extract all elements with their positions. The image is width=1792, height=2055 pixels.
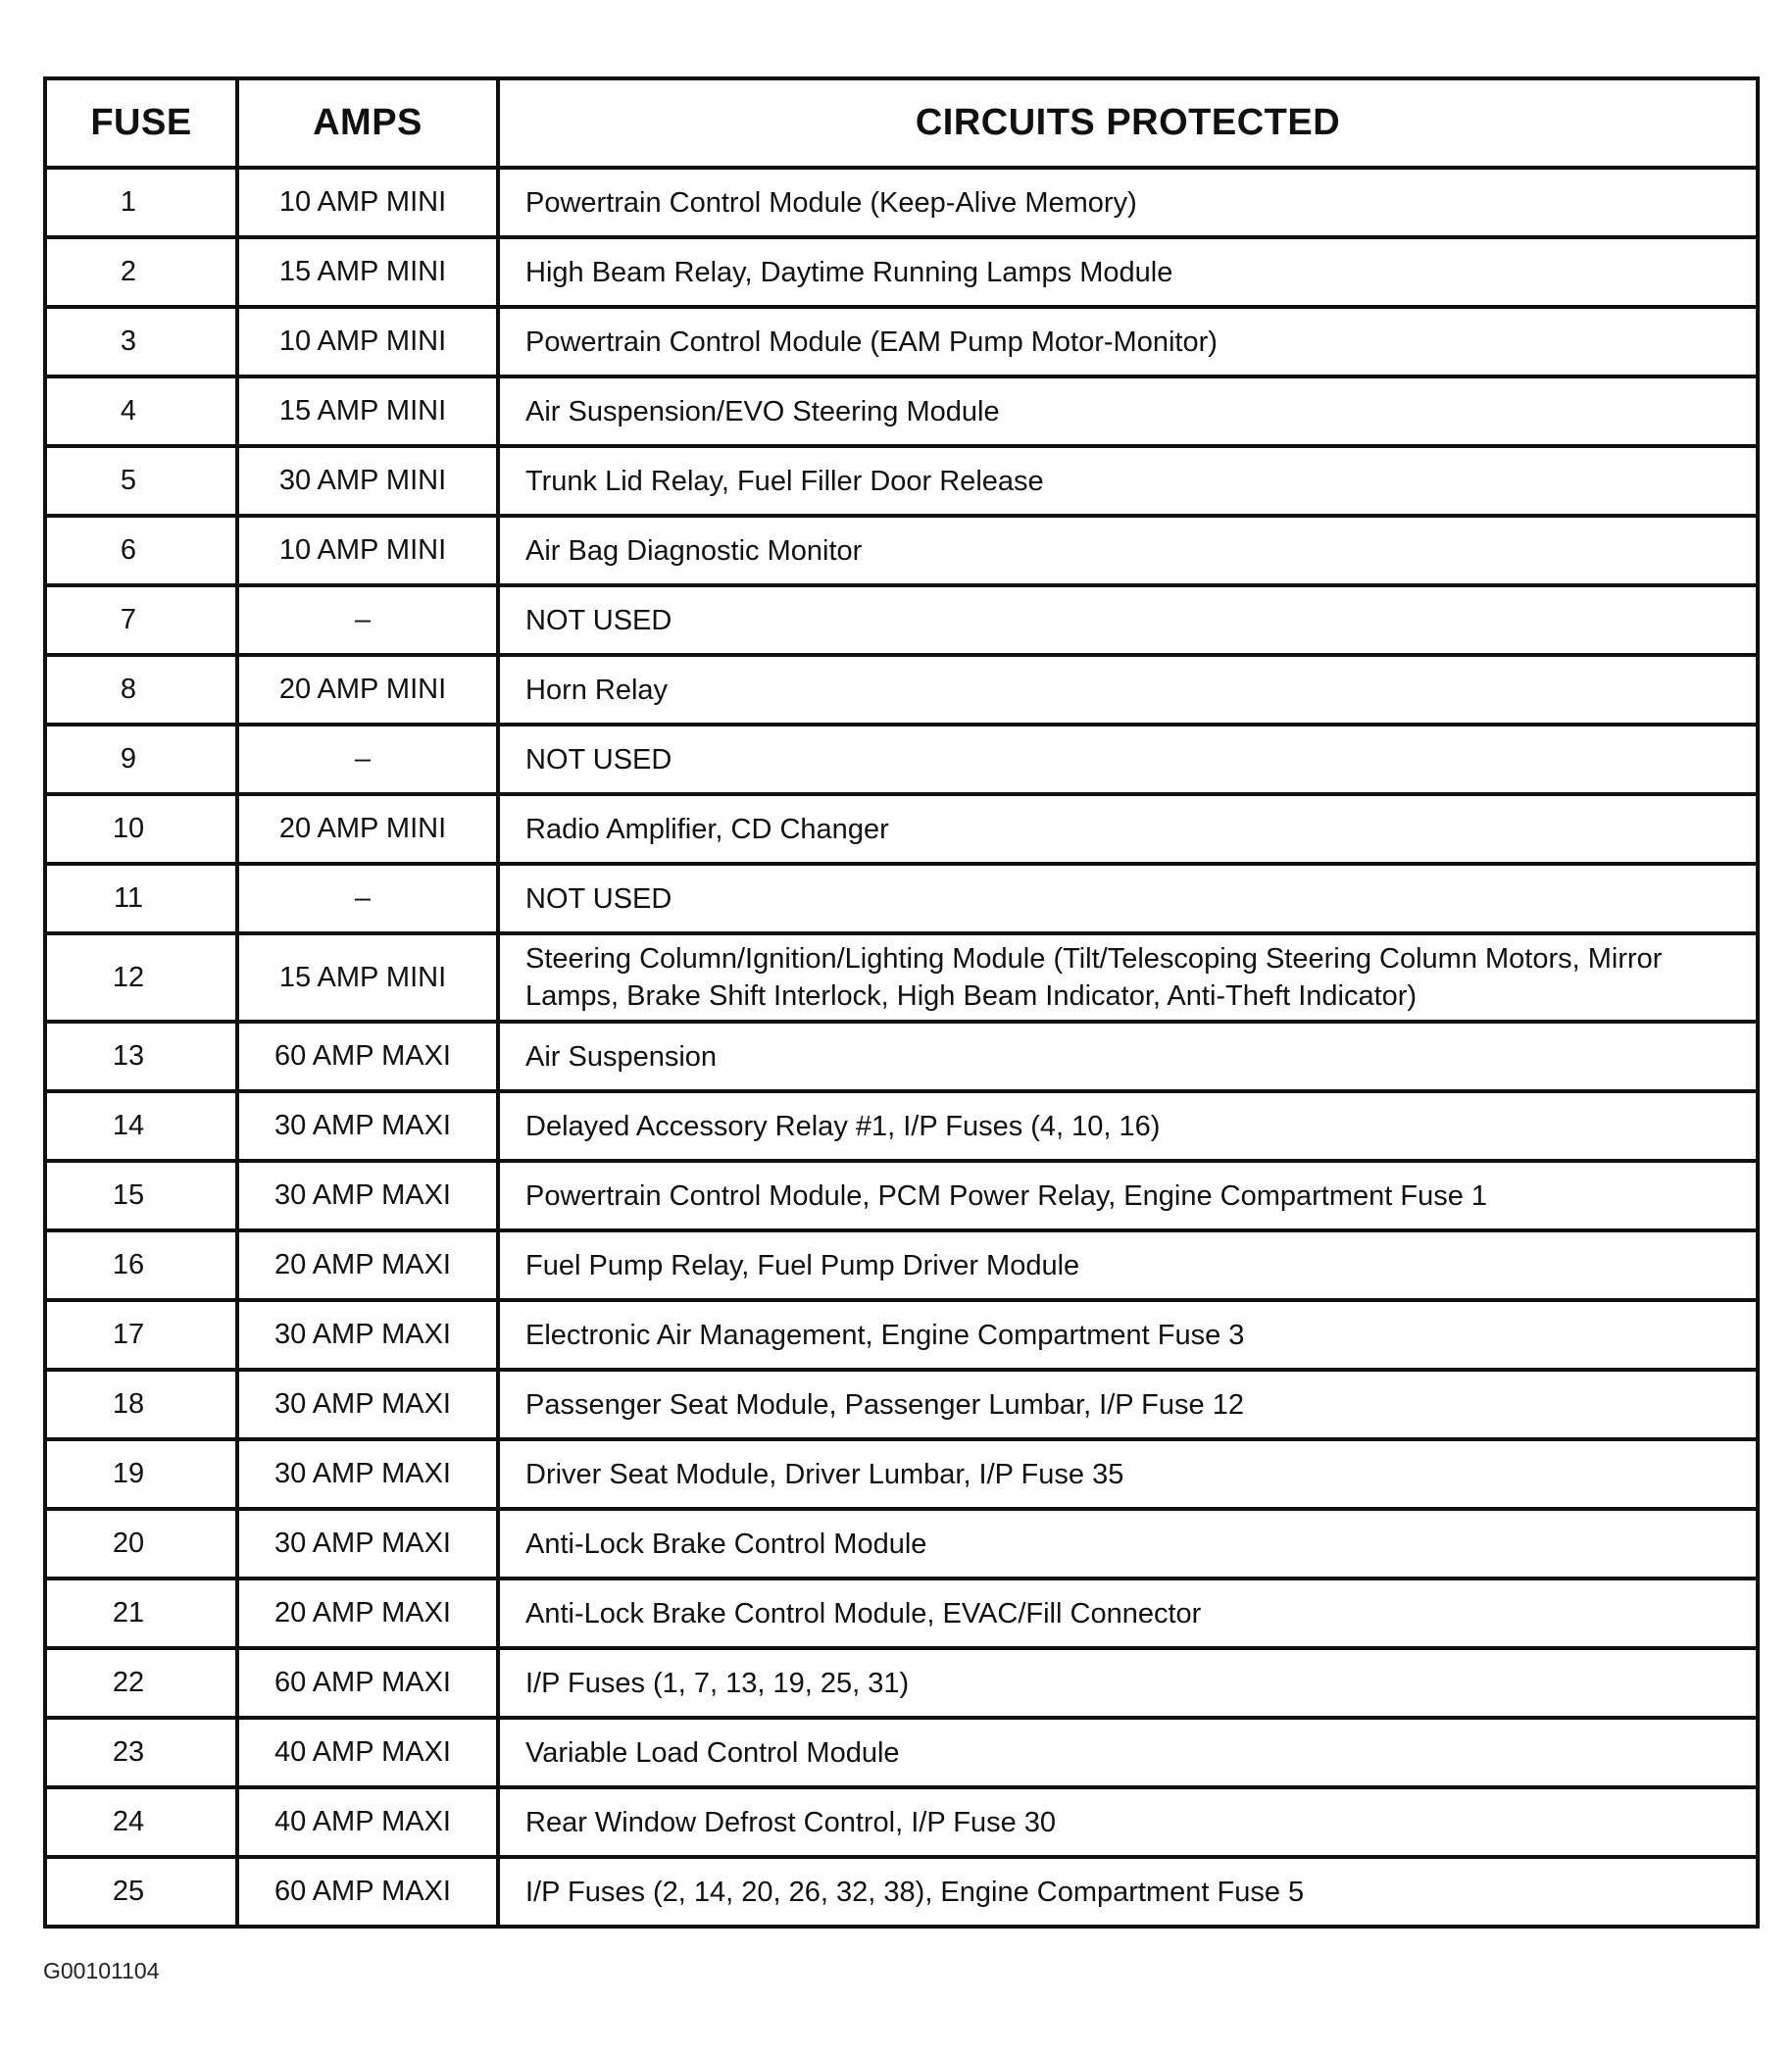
circuits-protected-cell: NOT USED bbox=[498, 725, 1758, 794]
amps-cell: 20 AMP MAXI bbox=[237, 1579, 498, 1648]
table-row bbox=[45, 307, 1758, 376]
table-body bbox=[45, 168, 1758, 1927]
fuse-number-cell: 10 bbox=[45, 794, 237, 864]
amps-cell: 60 AMP MAXI bbox=[237, 1648, 498, 1718]
circuits-protected-cell: Rear Window Defrost Control, I/P Fuse 30 bbox=[498, 1787, 1758, 1857]
table-row bbox=[45, 376, 1758, 446]
fuse-number-cell: 1 bbox=[45, 168, 237, 237]
table-row bbox=[45, 168, 1758, 237]
table-row bbox=[45, 725, 1758, 794]
amps-cell: 40 AMP MAXI bbox=[237, 1787, 498, 1857]
table-row bbox=[45, 585, 1758, 655]
fuse-number-cell: 9 bbox=[45, 725, 237, 794]
amps-cell: 30 AMP MAXI bbox=[237, 1370, 498, 1439]
circuits-protected-cell: Powertrain Control Module, PCM Power Relay, Engine Compartment Fuse 1 bbox=[498, 1161, 1758, 1230]
table-row bbox=[45, 1718, 1758, 1787]
fuse-number-cell: 5 bbox=[45, 446, 237, 516]
fuse-number-cell: 3 bbox=[45, 307, 237, 376]
table-row bbox=[45, 1091, 1758, 1161]
fuse-number-cell: 22 bbox=[45, 1648, 237, 1718]
fuse-table bbox=[43, 76, 1760, 1929]
amps-cell: – bbox=[237, 864, 498, 933]
circuits-protected-cell: Air Suspension/EVO Steering Module bbox=[498, 376, 1758, 446]
circuits-protected-cell: Anti-Lock Brake Control Module, EVAC/Fill Connector bbox=[498, 1579, 1758, 1648]
circuits-protected-cell: I/P Fuses (1, 7, 13, 19, 25, 31) bbox=[498, 1648, 1758, 1718]
amps-cell: 30 AMP MINI bbox=[237, 446, 498, 516]
amps-cell: 30 AMP MAXI bbox=[237, 1439, 498, 1509]
amps-cell: 30 AMP MAXI bbox=[237, 1509, 498, 1579]
amps-cell: 40 AMP MAXI bbox=[237, 1718, 498, 1787]
amps-cell: 10 AMP MINI bbox=[237, 307, 498, 376]
circuits-protected-cell: Radio Amplifier, CD Changer bbox=[498, 794, 1758, 864]
fuse-number-cell: 16 bbox=[45, 1230, 237, 1300]
table-row bbox=[45, 237, 1758, 307]
circuits-protected-cell: Air Suspension bbox=[498, 1022, 1758, 1091]
amps-cell: 20 AMP MINI bbox=[237, 655, 498, 725]
fuse-number-cell: 17 bbox=[45, 1300, 237, 1370]
table-row bbox=[45, 446, 1758, 516]
table-row bbox=[45, 1022, 1758, 1091]
circuits-protected-cell: Driver Seat Module, Driver Lumbar, I/P Fuse 35 bbox=[498, 1439, 1758, 1509]
fuse-number-cell: 14 bbox=[45, 1091, 237, 1161]
header-amps: AMPS bbox=[237, 78, 498, 168]
fuse-number-cell: 15 bbox=[45, 1161, 237, 1230]
fuse-number-cell: 13 bbox=[45, 1022, 237, 1091]
table-row bbox=[45, 1787, 1758, 1857]
fuse-number-cell: 24 bbox=[45, 1787, 237, 1857]
amps-cell: 30 AMP MAXI bbox=[237, 1091, 498, 1161]
amps-cell: 10 AMP MINI bbox=[237, 168, 498, 237]
table-row bbox=[45, 1370, 1758, 1439]
table-row bbox=[45, 933, 1758, 1022]
amps-cell: 60 AMP MAXI bbox=[237, 1857, 498, 1927]
circuits-protected-cell: I/P Fuses (2, 14, 20, 26, 32, 38), Engine Compartment Fuse 5 bbox=[498, 1857, 1758, 1927]
amps-cell: 10 AMP MINI bbox=[237, 516, 498, 585]
circuits-protected-cell: NOT USED bbox=[498, 585, 1758, 655]
table-row bbox=[45, 1509, 1758, 1579]
amps-cell: 15 AMP MINI bbox=[237, 237, 498, 307]
header-circuits-protected: CIRCUITS PROTECTED bbox=[498, 78, 1758, 168]
fuse-number-cell: 19 bbox=[45, 1439, 237, 1509]
table-row bbox=[45, 1161, 1758, 1230]
table-row bbox=[45, 655, 1758, 725]
amps-cell: 60 AMP MAXI bbox=[237, 1022, 498, 1091]
circuits-protected-cell: Delayed Accessory Relay #1, I/P Fuses (4, 10, 16) bbox=[498, 1091, 1758, 1161]
circuits-protected-cell: Passenger Seat Module, Passenger Lumbar, I/P Fuse 12 bbox=[498, 1370, 1758, 1439]
header-fuse: FUSE bbox=[45, 78, 237, 168]
fuse-number-cell: 23 bbox=[45, 1718, 237, 1787]
table-row bbox=[45, 1579, 1758, 1648]
amps-cell: – bbox=[237, 725, 498, 794]
circuits-protected-cell: Electronic Air Management, Engine Compartment Fuse 3 bbox=[498, 1300, 1758, 1370]
fuse-number-cell: 11 bbox=[45, 864, 237, 933]
circuits-protected-cell: Fuel Pump Relay, Fuel Pump Driver Module bbox=[498, 1230, 1758, 1300]
amps-cell: 15 AMP MINI bbox=[237, 933, 498, 1022]
table-header bbox=[45, 78, 1758, 168]
circuits-protected-cell: Air Bag Diagnostic Monitor bbox=[498, 516, 1758, 585]
table-row bbox=[45, 516, 1758, 585]
fuse-number-cell: 2 bbox=[45, 237, 237, 307]
table-row bbox=[45, 1300, 1758, 1370]
fuse-number-cell: 4 bbox=[45, 376, 237, 446]
figure-id: G00101104 bbox=[43, 1958, 160, 1983]
circuits-protected-cell: Trunk Lid Relay, Fuel Filler Door Release bbox=[498, 446, 1758, 516]
table-row bbox=[45, 1648, 1758, 1718]
amps-cell: 20 AMP MAXI bbox=[237, 1230, 498, 1300]
table-row bbox=[45, 1439, 1758, 1509]
circuits-protected-cell: Powertrain Control Module (EAM Pump Motor-Monitor) bbox=[498, 307, 1758, 376]
circuits-protected-cell: High Beam Relay, Daytime Running Lamps Module bbox=[498, 237, 1758, 307]
circuits-protected-cell: Steering Column/Ignition/Lighting Module (Tilt/Telescoping Steering Column Motors, Mirror Lamps, Brake Shift Interlock, High Beam Indicator, Anti-Theft Indicator) bbox=[498, 933, 1758, 1022]
amps-cell: 30 AMP MAXI bbox=[237, 1300, 498, 1370]
circuits-protected-cell: Variable Load Control Module bbox=[498, 1718, 1758, 1787]
amps-cell: 15 AMP MINI bbox=[237, 376, 498, 446]
circuits-protected-cell: Horn Relay bbox=[498, 655, 1758, 725]
circuits-protected-cell: NOT USED bbox=[498, 864, 1758, 933]
fuse-number-cell: 12 bbox=[45, 933, 237, 1022]
fuse-number-cell: 7 bbox=[45, 585, 237, 655]
table-row bbox=[45, 864, 1758, 933]
circuits-protected-cell: Anti-Lock Brake Control Module bbox=[498, 1509, 1758, 1579]
fuse-number-cell: 25 bbox=[45, 1857, 237, 1927]
header-row bbox=[45, 78, 1758, 168]
amps-cell: 30 AMP MAXI bbox=[237, 1161, 498, 1230]
fuse-number-cell: 21 bbox=[45, 1579, 237, 1648]
amps-cell: 20 AMP MINI bbox=[237, 794, 498, 864]
table-row bbox=[45, 1857, 1758, 1927]
fuse-number-cell: 8 bbox=[45, 655, 237, 725]
amps-cell: – bbox=[237, 585, 498, 655]
fuse-number-cell: 18 bbox=[45, 1370, 237, 1439]
table-row bbox=[45, 1230, 1758, 1300]
fuse-number-cell: 20 bbox=[45, 1509, 237, 1579]
fuse-number-cell: 6 bbox=[45, 516, 237, 585]
table-row bbox=[45, 794, 1758, 864]
circuits-protected-cell: Powertrain Control Module (Keep-Alive Memory) bbox=[498, 168, 1758, 237]
